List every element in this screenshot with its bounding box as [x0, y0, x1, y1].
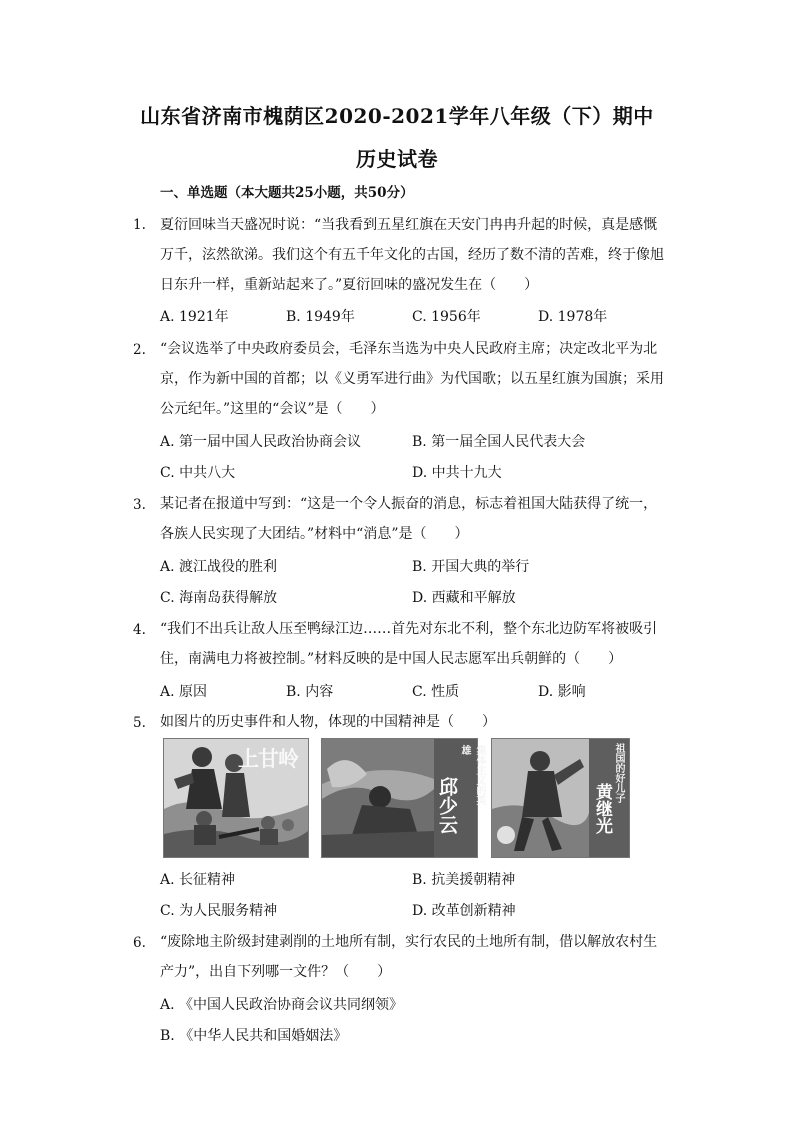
question-5-option-c[interactable]: C. 为人民服务精神	[160, 903, 278, 919]
huangjiguang-illustration	[492, 739, 589, 857]
section-heading: 一、单选题（本大题共25小题，共50分）	[160, 185, 414, 201]
question-6-line-1: “废除地主阶级封建剥削的土地所有制，实行农民的土地所有制，借以解放农村生	[160, 934, 658, 950]
question-5-option-b[interactable]: B. 抗美援朝精神	[412, 872, 516, 888]
qiushaoyun-illustration	[322, 739, 434, 857]
question-2-line-1: “会议选举了中央政府委员会，毛泽东当选为中央人民政府主席；决定改北平为北	[160, 341, 658, 357]
question-3-option-a[interactable]: A. 渡江战役的胜利	[160, 559, 278, 575]
question-5-option-a[interactable]: A. 长征精神	[160, 872, 236, 888]
question-2-option-d[interactable]: D. 中共十九大	[412, 465, 502, 481]
figure-qiushaoyun	[321, 738, 485, 858]
figure-huangjiguang	[491, 738, 630, 858]
question-4-line-2: 住，南满电力将被控制。”材料反映的是中国人民志愿军出兵朝鲜的（ ）	[160, 651, 623, 667]
question-4-option-a[interactable]: A. 原因	[160, 684, 208, 700]
huangjiguang-side-panel	[589, 739, 629, 857]
question-4-option-d[interactable]: D. 影响	[538, 684, 586, 700]
question-1-option-a[interactable]: A. 1921年	[160, 309, 229, 325]
huangjiguang-name: 黄继光	[592, 783, 612, 834]
question-2-line-2: 京，作为新中国的首都；以《义勇军进行曲》为代国歌；以五星红旗为国旗；采用	[160, 371, 664, 387]
qiushaoyun-side-panel	[434, 739, 485, 857]
exam-title-line1: 山东省济南市槐荫区2020-2021学年八年级（下）期中	[140, 104, 654, 128]
question-1-option-c[interactable]: C. 1956年	[412, 309, 481, 325]
question-2-option-b[interactable]: B. 第一届全国人民代表大会	[412, 434, 586, 450]
question-6-option-b[interactable]: B. 《中华人民共和国婚姻法》	[160, 1028, 348, 1044]
question-4-line-1: “我们不出兵让敌人压至鸭绿江边……首先对东北不利，整个东北边防军将被吸引	[160, 621, 658, 637]
question-1-option-d[interactable]: D. 1978年	[538, 309, 608, 325]
question-4-option-b[interactable]: B. 内容	[286, 684, 334, 700]
question-5-option-d[interactable]: D. 改革创新精神	[412, 903, 516, 919]
question-5-line-1: 如图片的历史事件和人物，体现的中国精神是（ ）	[160, 714, 496, 730]
question-3-option-b[interactable]: B. 开国大典的举行	[412, 559, 530, 575]
qiushaoyun-name: 邱少云	[436, 777, 458, 834]
question-6-line-2: 产力”，出自下列哪一文件？（ ）	[160, 964, 392, 980]
question-2-option-c[interactable]: C. 中共八大	[160, 465, 236, 481]
question-2-number: 2.	[133, 342, 146, 358]
shangganling-caption: 上甘岭	[238, 747, 298, 771]
question-1-option-b[interactable]: B. 1949年	[286, 309, 355, 325]
question-4-option-c[interactable]: C. 性质	[412, 684, 460, 700]
question-2-option-a[interactable]: A. 第一届中国人民政治协商会议	[160, 434, 362, 450]
question-1-number: 1.	[133, 217, 146, 233]
question-3-option-c[interactable]: C. 海南岛获得解放	[160, 590, 278, 606]
question-3-option-d[interactable]: D. 西藏和平解放	[412, 590, 516, 606]
question-3-line-2: 各族人民实现了大团结。”材料中“消息”是（ ）	[160, 526, 469, 542]
question-1-line-3: 日东升一样，重新站起来了。”夏衍回味的盛况发生在（ ）	[160, 277, 539, 293]
question-2-line-3: 公元纪年。”这里的“会议”是（ ）	[160, 401, 385, 417]
huangjiguang-side-text: 祖国的好儿子	[613, 743, 624, 803]
question-3-line-1: 某记者在报道中写到：“这是一个令人振奋的消息，标志着祖国大陆获得了统一，	[160, 496, 658, 512]
figure-shangganling	[163, 738, 309, 858]
question-6-option-a[interactable]: A. 《中国人民政治协商会议共同纲领》	[160, 997, 404, 1013]
question-1-line-1: 夏衍回味当天盛况时说：“当我看到五星红旗在天安门冉冉升起的时候，真是感慨	[160, 217, 658, 233]
question-3-number: 3.	[133, 497, 146, 513]
qiushaoyun-side-text: 集体主义的英雄	[459, 745, 485, 805]
question-6-number: 6.	[133, 935, 146, 951]
question-4-number: 4.	[133, 622, 146, 638]
question-1-line-2: 万千，泫然欲涕。我们这个有五千年文化的古国，经历了数不清的苦难，终于像旭	[160, 247, 664, 263]
exam-title-line2: 历史试卷	[356, 147, 438, 171]
question-5-number: 5.	[133, 715, 146, 731]
